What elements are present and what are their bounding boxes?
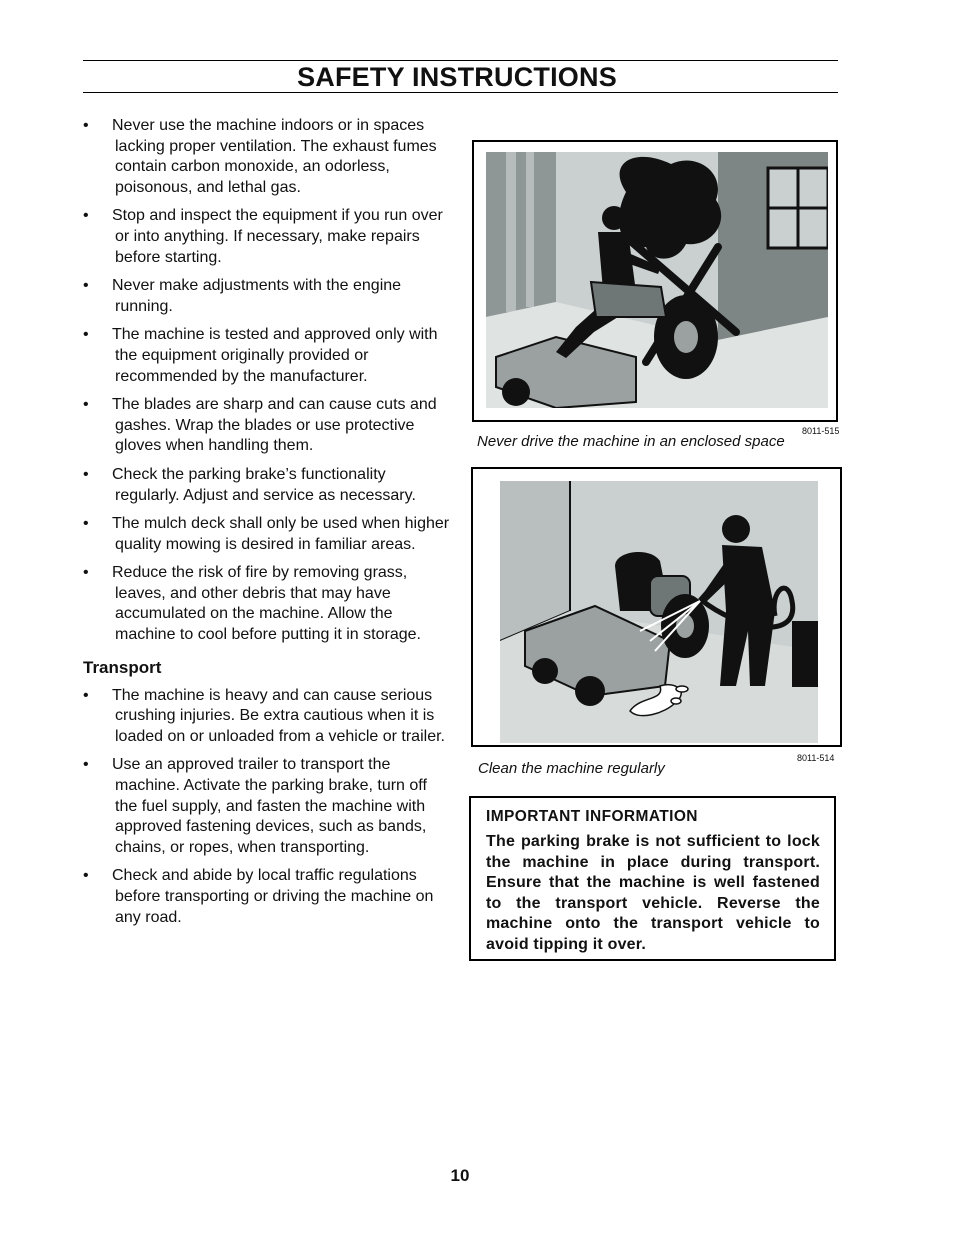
bullet-item: • Use an approved trailer to transport the machine. Activate the parking brake, turn off the fuel supply, and fasten the machine with approved fastening devices, such as bands, chains, or ropes, when transporting. bbox=[83, 755, 453, 858]
bullet-item: • Reduce the risk of fire by removing grass, leaves, and other debris that may have accumulated on the machine. Allow the machine to cool before putting it in storage. bbox=[83, 563, 453, 645]
figure-enclosed-space bbox=[472, 140, 838, 422]
figure-code: 8011-515 bbox=[802, 426, 840, 436]
safety-bullet-list bbox=[83, 116, 453, 646]
bullet-item: • The mulch deck shall only be used when higher quality mowing is desired in familiar areas. bbox=[83, 514, 453, 555]
figure-code: 8011-514 bbox=[797, 753, 835, 763]
important-information-box bbox=[469, 796, 836, 961]
left-column bbox=[83, 116, 453, 928]
bullet-item: • The machine is heavy and can cause serious crushing injuries. Be extra cautious when it is loaded on or unloaded from a vehicle or trailer. bbox=[83, 686, 453, 748]
page-title: SAFETY INSTRUCTIONS bbox=[297, 62, 617, 92]
bullet-item: • The blades are sharp and can cause cuts and gashes. Wrap the blades or use protective gloves when handling them. bbox=[83, 395, 453, 457]
bullet-item: • Check and abide by local traffic regulations before transporting or driving the machine on any road. bbox=[83, 866, 453, 928]
figure-clean-machine bbox=[471, 467, 842, 747]
page-number: 10 bbox=[450, 1166, 470, 1185]
bullet-item: • Never use the machine indoors or in spaces lacking proper ventilation. The exhaust fumes contain carbon monoxide, an odorless, poisonous, and lethal gas. bbox=[83, 116, 453, 198]
enclosed-space-illustration bbox=[486, 152, 828, 408]
title-rule-bottom bbox=[83, 92, 838, 93]
figure-caption: Never drive the machine in an enclosed space bbox=[477, 433, 785, 450]
cleaning-illustration bbox=[500, 481, 818, 743]
transport-heading: Transport bbox=[83, 657, 162, 677]
transport-bullet-list bbox=[83, 686, 453, 929]
bullet-item: • The machine is tested and approved only with the equipment originally provided or recommended by the manufacturer. bbox=[83, 325, 453, 387]
important-title: IMPORTANT INFORMATION bbox=[486, 808, 698, 825]
bullet-item: • Check the parking brake’s functionality regularly. Adjust and service as necessary. bbox=[83, 465, 453, 506]
figure-caption: Clean the machine regularly bbox=[478, 760, 665, 777]
bullet-item: • Stop and inspect the equipment if you run over or into anything. If necessary, make repairs before starting. bbox=[83, 206, 453, 268]
important-body: The parking brake is not sufficient to lock the machine in place during transport. Ensure that the machine is well fastened to the transport vehicle. Reverse the machine onto the transport vehicle to avoid tipping it over. bbox=[486, 833, 820, 953]
bullet-item: • Never make adjustments with the engine running. bbox=[83, 276, 453, 317]
